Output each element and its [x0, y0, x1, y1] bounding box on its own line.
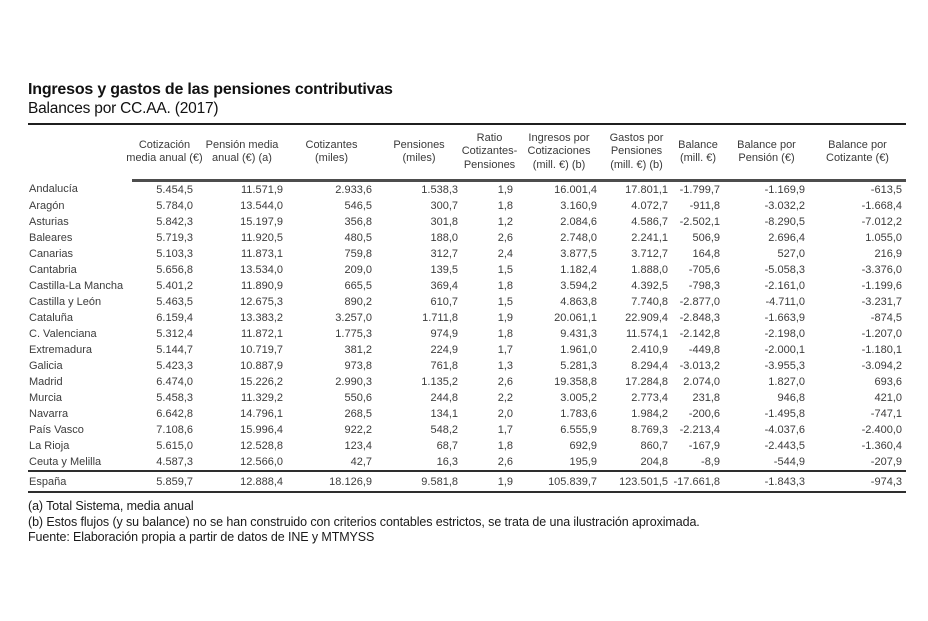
column-header-line: Ingresos por	[528, 131, 590, 144]
region-name: Castilla y León	[29, 296, 102, 308]
value-cell: 22.909,4	[625, 312, 668, 324]
value-cell: 1,5	[497, 296, 513, 308]
column-header-line: Pensión (€)	[738, 152, 795, 164]
value-cell: 11.920,5	[240, 232, 283, 244]
value-cell: 1,8	[497, 328, 513, 340]
value-cell: 4.072,7	[631, 200, 668, 212]
column-header-line: media anual (€)	[126, 152, 203, 164]
value-cell: 4.392,5	[631, 280, 668, 292]
column-header	[672, 124, 724, 181]
value-cell: 15.197,9	[240, 216, 283, 228]
value-cell: 1.984,2	[631, 408, 668, 420]
table-row	[28, 198, 906, 214]
source-note: Fuente: Elaboración propia a partir de datos de INE y MTMYSS	[28, 530, 375, 544]
value-cell: 11.873,1	[240, 248, 283, 260]
value-cell: 2.748,0	[560, 232, 597, 244]
value-cell: 1.888,0	[631, 264, 668, 276]
region-name: Galicia	[29, 360, 63, 372]
value-cell: 5.719,3	[156, 232, 193, 244]
table-row	[28, 454, 906, 471]
value-cell: 1,9	[497, 312, 513, 324]
total-value-cell: -974,3	[809, 471, 906, 492]
value-cell: -1.199,6	[861, 280, 902, 292]
value-cell: -544,9	[773, 456, 805, 468]
table-body	[28, 181, 906, 472]
value-cell: 68,7	[436, 440, 458, 452]
value-cell: 134,1	[430, 408, 458, 420]
value-cell: 5.463,5	[156, 296, 193, 308]
value-cell: 5.454,5	[156, 184, 193, 196]
value-cell: 2,6	[497, 232, 513, 244]
value-cell: 5.615,0	[156, 440, 193, 452]
value-cell: 1.182,4	[560, 264, 597, 276]
value-cell: 6.555,9	[560, 424, 597, 436]
value-cell: -705,6	[688, 264, 720, 276]
table-row	[28, 342, 906, 358]
value-cell: 1,7	[497, 344, 513, 356]
value-cell: 164,8	[692, 248, 720, 260]
header-row	[28, 124, 906, 181]
value-cell: 1,5	[497, 264, 513, 276]
column-header-line: (mill. €) (b)	[532, 158, 586, 171]
value-cell: -874,5	[870, 312, 902, 324]
value-cell: -207,9	[870, 456, 902, 468]
value-cell: -2.142,8	[679, 328, 720, 340]
table-row	[28, 358, 906, 374]
value-cell: 369,4	[430, 280, 458, 292]
region-name: Ceuta y Melilla	[29, 456, 102, 468]
value-cell: 20.061,1	[554, 312, 597, 324]
value-cell: -2.213,4	[679, 424, 720, 436]
value-cell: 224,9	[430, 344, 458, 356]
value-cell: 15.226,2	[240, 376, 283, 388]
value-cell: -2.161,0	[764, 280, 805, 292]
value-cell: 4.863,8	[560, 296, 597, 308]
value-cell: 2.074,0	[683, 376, 720, 388]
value-cell: -449,8	[688, 344, 720, 356]
value-cell: 301,8	[430, 216, 458, 228]
value-cell: 17.284,8	[625, 376, 668, 388]
value-cell: 5.144,7	[156, 344, 193, 356]
region-name: Andalucía	[29, 183, 78, 196]
table-row	[28, 374, 906, 390]
column-header	[601, 124, 672, 181]
region-name: Cantabria	[29, 264, 77, 276]
value-cell: 2.696,4	[768, 232, 805, 244]
value-cell: 421,0	[874, 392, 902, 404]
value-cell: 123,4	[344, 440, 372, 452]
region-name: Madrid	[29, 376, 63, 388]
column-header-line: Pensiones	[463, 158, 516, 171]
table-row	[28, 230, 906, 246]
column-header-line: (mill. €) (b)	[610, 158, 663, 171]
value-cell: 1,8	[497, 440, 513, 452]
value-cell: 548,2	[430, 424, 458, 436]
value-cell: 665,5	[344, 280, 372, 292]
page-title: Ingresos y gastos de las pensiones contributivas	[28, 81, 393, 98]
value-cell: 1.711,8	[422, 312, 458, 324]
total-value-cell: 105.839,7	[517, 471, 601, 492]
value-cell: 692,9	[569, 440, 597, 452]
value-cell: 209,0	[344, 264, 372, 276]
value-cell: 11.329,2	[240, 392, 283, 404]
value-cell: 9.431,3	[560, 328, 597, 340]
value-cell: 2.410,9	[631, 344, 668, 356]
value-cell: 6.642,8	[156, 408, 193, 420]
value-cell: 356,8	[344, 216, 372, 228]
column-header	[197, 124, 287, 181]
column-header-line: anual (€) (a)	[212, 152, 272, 164]
value-cell: 13.544,0	[240, 200, 283, 212]
value-cell: 506,9	[692, 232, 720, 244]
value-cell: 3.160,9	[560, 200, 597, 212]
column-header-line: (miles)	[315, 152, 348, 164]
value-cell: 312,7	[430, 248, 458, 260]
value-cell: 1,2	[497, 216, 513, 228]
figure-content	[28, 80, 906, 546]
value-cell: 2.933,6	[335, 184, 372, 196]
value-cell: 2,2	[497, 392, 513, 404]
value-cell: -1.180,1	[861, 344, 902, 356]
value-cell: 5.103,3	[156, 248, 193, 260]
value-cell: -1.360,4	[861, 440, 902, 452]
region-name: Navarra	[29, 408, 69, 420]
region-name: Aragón	[29, 200, 65, 212]
value-cell: 5.423,3	[156, 360, 193, 372]
footnote-a: (a) Total Sistema, media anual	[28, 499, 194, 513]
value-cell: 5.458,3	[156, 392, 193, 404]
value-cell: 860,7	[640, 440, 668, 452]
value-cell: 11.890,9	[240, 280, 283, 292]
value-cell: 300,7	[430, 200, 458, 212]
value-cell: -2.000,1	[764, 344, 805, 356]
value-cell: 550,6	[344, 392, 372, 404]
value-cell: 3.877,5	[560, 248, 597, 260]
column-header-line: (miles)	[402, 152, 436, 164]
region-name: La Rioja	[29, 440, 70, 452]
table-row	[28, 406, 906, 422]
value-cell: -1.799,7	[679, 184, 720, 196]
value-cell: -200,6	[688, 408, 720, 420]
value-cell: -4.711,0	[765, 296, 805, 308]
value-cell: -1.207,0	[861, 328, 902, 340]
value-cell: 5.281,3	[560, 360, 597, 372]
value-cell: 12.566,0	[240, 456, 283, 468]
value-cell: 1.135,2	[421, 376, 458, 388]
value-cell: -3.094,2	[861, 360, 902, 372]
value-cell: 2,6	[497, 456, 513, 468]
value-cell: 244,8	[430, 392, 458, 404]
value-cell: 19.358,8	[554, 376, 597, 388]
value-cell: 2.990,3	[335, 376, 372, 388]
value-cell: 1.775,3	[335, 328, 372, 340]
value-cell: 546,5	[344, 200, 372, 212]
value-cell: 3.257,0	[335, 312, 372, 324]
value-cell: 2.241,1	[631, 232, 668, 244]
value-cell: -5.058,3	[764, 264, 805, 276]
table-row	[28, 246, 906, 262]
value-cell: 16.001,4	[554, 184, 597, 196]
column-header-line: Ratio	[476, 131, 503, 144]
value-cell: 10.719,7	[240, 344, 283, 356]
value-cell: 2,4	[497, 248, 513, 260]
value-cell: 693,6	[874, 376, 902, 388]
value-cell: 974,9	[430, 328, 458, 340]
value-cell: -1.169,9	[764, 184, 805, 196]
column-header	[376, 124, 462, 181]
table-row	[28, 422, 906, 438]
column-header-line: Balance por	[737, 138, 796, 151]
value-cell: 890,2	[344, 296, 372, 308]
value-cell: 946,8	[777, 392, 805, 404]
value-cell: 13.383,2	[240, 312, 283, 324]
region-name: Baleares	[29, 232, 73, 244]
value-cell: 1.055,0	[865, 232, 902, 244]
value-cell: 480,5	[344, 232, 372, 244]
region-name: Extremadura	[29, 344, 92, 356]
value-cell: 42,7	[350, 456, 372, 468]
region-name: Castilla-La Mancha	[29, 280, 124, 292]
value-cell: -7.012,2	[861, 216, 902, 228]
table-row	[28, 278, 906, 294]
value-cell: 1,7	[497, 424, 513, 436]
value-cell: 204,8	[640, 456, 668, 468]
value-cell: -167,9	[688, 440, 720, 452]
column-header-line: Balance por	[828, 138, 887, 151]
value-cell: 5.401,2	[156, 280, 193, 292]
value-cell: 268,5	[344, 408, 372, 420]
value-cell: 1.538,3	[421, 184, 458, 196]
value-cell: 6.159,4	[156, 312, 193, 324]
value-cell: 761,8	[430, 360, 458, 372]
value-cell: 1,8	[497, 280, 513, 292]
value-cell: -613,5	[870, 184, 902, 196]
column-header	[809, 124, 906, 181]
value-cell: 231,8	[692, 392, 720, 404]
column-header-line: Cotización	[138, 138, 191, 151]
region-name: País Vasco	[29, 424, 84, 436]
value-cell: 1.827,0	[768, 376, 805, 388]
value-cell: 188,0	[430, 232, 458, 244]
value-cell: 922,2	[344, 424, 372, 436]
table-header	[28, 124, 906, 181]
value-cell: -1.495,8	[764, 408, 805, 420]
value-cell: 1,3	[497, 360, 513, 372]
value-cell: 8.769,3	[631, 424, 668, 436]
value-cell: 11.872,1	[240, 328, 283, 340]
table-row	[28, 326, 906, 342]
value-cell: 2.773,4	[631, 392, 668, 404]
column-header-line: Cotizante (€)	[826, 152, 889, 164]
value-cell: 16,3	[436, 456, 458, 468]
table-row	[28, 294, 906, 310]
page-subtitle: Balances por CC.AA. (2017)	[28, 100, 219, 117]
footnote-b: (b) Estos flujos (y su balance) no se han construido con criterios contables estrictos, se trata de una ilustración aproximada.	[28, 514, 700, 529]
value-cell: 1.783,6	[560, 408, 597, 420]
column-header-line: Balance	[678, 138, 718, 151]
value-cell: -798,3	[688, 280, 720, 292]
value-cell: 5.656,8	[156, 264, 193, 276]
value-cell: 6.474,0	[156, 376, 193, 388]
value-cell: 11.574,1	[625, 328, 668, 340]
table-row	[28, 310, 906, 326]
table-row	[28, 390, 906, 406]
value-cell: -3.231,7	[861, 296, 902, 308]
value-cell: 195,9	[569, 456, 597, 468]
column-header-line: Gastos por	[609, 131, 664, 144]
value-cell: -2.502,1	[679, 216, 720, 228]
total-value-cell: 123.501,5	[601, 471, 672, 492]
value-cell: -8,9	[701, 456, 720, 468]
value-cell: 1,9	[497, 184, 513, 196]
column-header	[517, 124, 601, 181]
region-name: Murcia	[29, 392, 63, 404]
total-value-cell: 12.888,4	[197, 471, 287, 492]
value-cell: 4.587,3	[156, 456, 193, 468]
value-cell: -2.443,5	[764, 440, 805, 452]
column-header-line: (mill. €)	[679, 152, 717, 164]
total-value-cell: 18.126,9	[287, 471, 376, 492]
value-cell: 1.961,0	[560, 344, 597, 356]
value-cell: 759,8	[344, 248, 372, 260]
region-name: C. Valenciana	[29, 328, 97, 340]
value-cell: 10.887,9	[240, 360, 283, 372]
value-cell: -911,8	[689, 200, 720, 212]
table-row	[28, 181, 906, 199]
value-cell: 2,0	[497, 408, 513, 420]
value-cell: 610,7	[430, 296, 458, 308]
column-header	[287, 124, 376, 181]
table-row	[28, 262, 906, 278]
value-cell: 4.586,7	[631, 216, 668, 228]
table-row	[28, 438, 906, 454]
value-cell: 12.528,8	[240, 440, 283, 452]
value-cell: -2.198,0	[764, 328, 805, 340]
value-cell: 13.534,0	[240, 264, 283, 276]
value-cell: 8.294,4	[631, 360, 668, 372]
value-cell: -3.376,0	[861, 264, 902, 276]
table-row	[28, 214, 906, 230]
value-cell: 15.996,4	[240, 424, 283, 436]
value-cell: 381,2	[344, 344, 372, 356]
value-cell: 12.675,3	[240, 296, 283, 308]
value-cell: 2.084,6	[560, 216, 597, 228]
column-header-line: Pensiones	[610, 145, 663, 158]
value-cell: -3.032,2	[764, 200, 805, 212]
region-name: Cataluña	[29, 312, 74, 324]
value-cell: 7.108,6	[156, 424, 193, 436]
value-cell: -1.663,9	[764, 312, 805, 324]
column-header	[126, 124, 203, 181]
value-cell: -2.877,0	[679, 296, 720, 308]
total-row-label: España	[28, 471, 132, 492]
value-cell: 527,0	[777, 248, 805, 260]
value-cell: 14.796,1	[240, 408, 283, 420]
value-cell: -4.037,6	[764, 424, 805, 436]
value-cell: -747,1	[870, 408, 902, 420]
total-value-cell: -1.843,3	[724, 471, 809, 492]
column-header-line: Cotizantes-	[461, 145, 518, 158]
region-column-header	[28, 124, 132, 181]
value-cell: 11.571,9	[240, 184, 283, 196]
column-header-line: Pensiones	[393, 138, 445, 151]
value-cell: 5.784,0	[156, 200, 193, 212]
value-cell: 216,9	[874, 248, 902, 260]
region-name: Asturias	[29, 216, 69, 228]
column-header-line: Cotizaciones	[527, 145, 591, 158]
total-value-cell: -17.661,8	[672, 471, 724, 492]
column-header	[462, 124, 517, 181]
value-cell: 973,8	[344, 360, 372, 372]
total-row	[28, 471, 906, 492]
column-header-line: Cotizantes	[305, 138, 358, 151]
total-value-cell: 1,9	[462, 471, 517, 492]
value-cell: -1.668,4	[861, 200, 902, 212]
value-cell: -2.400,0	[861, 424, 902, 436]
total-value-cell: 5.859,7	[132, 471, 197, 492]
value-cell: 5.842,3	[156, 216, 193, 228]
total-value-cell: 9.581,8	[376, 471, 462, 492]
region-name: Canarias	[29, 248, 74, 260]
value-cell: -2.848,3	[679, 312, 720, 324]
value-cell: 2,6	[497, 376, 513, 388]
table-footer	[28, 471, 906, 492]
value-cell: -3.013,2	[679, 360, 720, 372]
value-cell: 1,8	[497, 200, 513, 212]
value-cell: 3.594,2	[560, 280, 597, 292]
column-header-line: Pensión media	[205, 138, 279, 151]
value-cell: -8.290,5	[764, 216, 805, 228]
value-cell: 7.740,8	[631, 296, 668, 308]
pensions-table	[28, 123, 906, 493]
value-cell: 5.312,4	[156, 328, 193, 340]
value-cell: -3.955,3	[764, 360, 805, 372]
value-cell: 3.005,2	[560, 392, 597, 404]
footnotes	[28, 499, 906, 546]
column-header	[724, 124, 809, 181]
value-cell: 139,5	[430, 264, 458, 276]
value-cell: 17.801,1	[625, 184, 668, 196]
value-cell: 3.712,7	[631, 248, 668, 260]
